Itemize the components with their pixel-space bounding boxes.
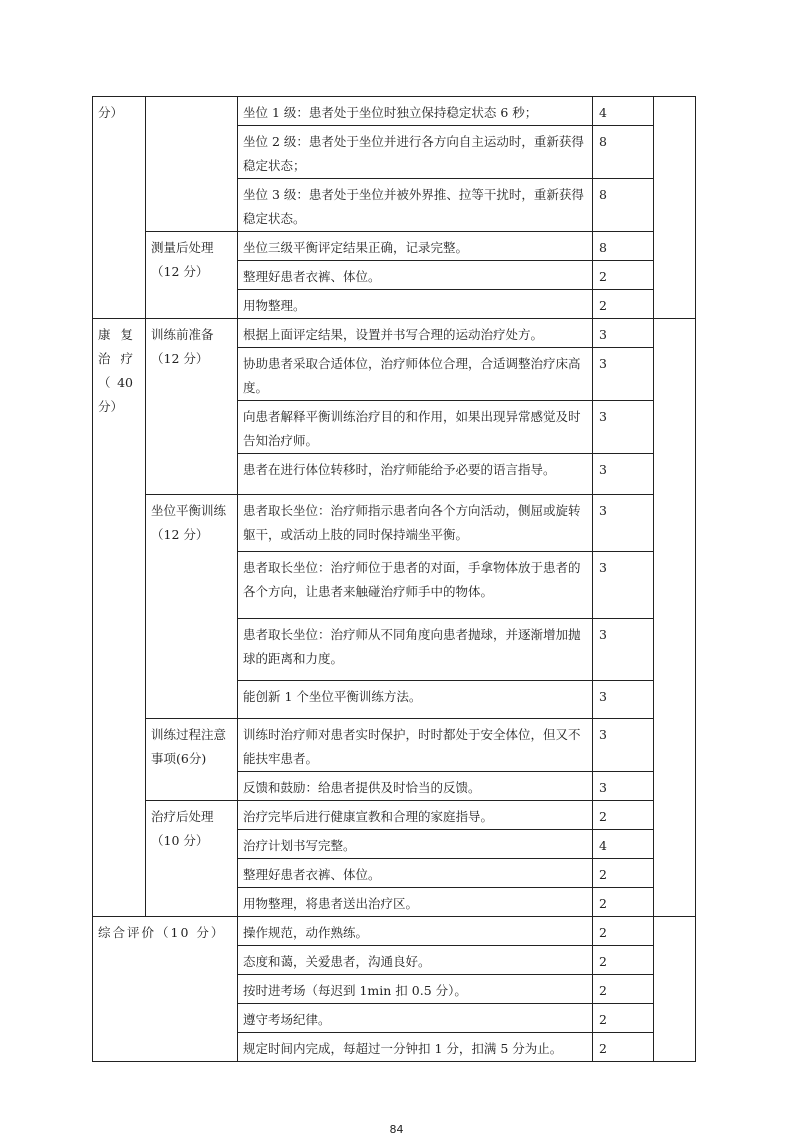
table-row (93, 97, 696, 126)
score-value: 3 (593, 552, 654, 619)
table-row (93, 801, 696, 830)
score-value: 3 (593, 772, 654, 801)
group-label: 训练过程注意事项(6分) (146, 719, 238, 801)
criterion-text: 用物整理，将患者送出治疗区。 (238, 888, 593, 917)
criterion-text: 患者取长坐位：治疗师指示患者向各个方向活动，侧屈或旋转躯干，或活动上肢的同时保持端坐平衡。 (238, 495, 593, 552)
criterion-text: 训练时治疗师对患者实时保护，时时都处于安全体位，但又不能扶牢患者。 (238, 719, 593, 772)
score-value: 8 (593, 126, 654, 179)
section-title: 综合评价（10 分） (93, 917, 238, 1062)
score-value: 8 (593, 232, 654, 261)
table-row (93, 917, 696, 946)
score-value: 2 (593, 975, 654, 1004)
criterion-text: 患者取长坐位：治疗师位于患者的对面，手拿物体放于患者的各个方向，让患者来触碰治疗师手中的物体。 (238, 552, 593, 619)
table-row (93, 319, 696, 348)
criterion-text: 坐位三级平衡评定结果正确，记录完整。 (238, 232, 593, 261)
group-label: 治疗后处理（10 分） (146, 801, 238, 917)
group-label: 训练前准备（12 分） (146, 319, 238, 495)
criterion-text: 按时进考场（每迟到 1min 扣 0.5 分）。 (238, 975, 593, 1004)
criterion-text: 向患者解释平衡训练治疗目的和作用，如果出现异常感觉及时告知治疗师。 (238, 401, 593, 454)
page-content (0, 96, 793, 1138)
criterion-text: 规定时间内完成，每超过一分钟扣 1 分，扣满 5 分为止。 (238, 1033, 593, 1062)
score-value: 2 (593, 1004, 654, 1033)
grading-table (92, 96, 696, 1062)
criterion-text: 整理好患者衣裤、体位。 (238, 859, 593, 888)
score-value: 3 (593, 495, 654, 552)
score-value: 3 (593, 454, 654, 495)
score-value: 2 (593, 290, 654, 319)
criterion-text: 根据上面评定结果，设置并书写合理的运动治疗处方。 (238, 319, 593, 348)
criterion-text: 坐位 2 级：患者处于坐位并进行各方向自主运动时，重新获得稳定状态； (238, 126, 593, 179)
score-value: 3 (593, 401, 654, 454)
criterion-text: 操作规范，动作熟练。 (238, 917, 593, 946)
criterion-text: 患者取长坐位：治疗师从不同角度向患者抛球，并逐渐增加抛球的距离和力度。 (238, 619, 593, 681)
score-value: 2 (593, 801, 654, 830)
group-label: 测量后处理（12 分） (146, 232, 238, 319)
table-row (93, 495, 696, 552)
criterion-text: 能创新 1 个坐位平衡训练方法。 (238, 681, 593, 719)
deduction-cell (654, 319, 696, 917)
table-row (93, 719, 696, 772)
score-value: 2 (593, 261, 654, 290)
score-value: 2 (593, 888, 654, 917)
section-title: 康复治疗（ 40 分） (93, 319, 146, 917)
score-value: 3 (593, 619, 654, 681)
score-value: 8 (593, 179, 654, 232)
criterion-text: 治疗完毕后进行健康宣教和合理的家庭指导。 (238, 801, 593, 830)
score-value: 2 (593, 946, 654, 975)
score-value: 3 (593, 319, 654, 348)
criterion-text: 遵守考场纪律。 (238, 1004, 593, 1033)
criterion-text: 态度和蔼，关爱患者，沟通良好。 (238, 946, 593, 975)
group-label: 坐位平衡训练（12 分） (146, 495, 238, 719)
score-value: 4 (593, 97, 654, 126)
section-title: 分） (93, 97, 146, 319)
criterion-text: 用物整理。 (238, 290, 593, 319)
score-value: 3 (593, 348, 654, 401)
criterion-text: 坐位 1 级：患者处于坐位时独立保持稳定状态 6 秒； (238, 97, 593, 126)
group-label (146, 97, 238, 232)
criterion-text: 治疗计划书写完整。 (238, 830, 593, 859)
score-value: 2 (593, 917, 654, 946)
score-value: 3 (593, 719, 654, 772)
score-value: 3 (593, 681, 654, 719)
criterion-text: 坐位 3 级：患者处于坐位并被外界推、拉等干扰时，重新获得稳定状态。 (238, 179, 593, 232)
deduction-cell (654, 917, 696, 1062)
deduction-cell (654, 97, 696, 319)
page-number: 84 (389, 1123, 404, 1136)
criterion-text: 协助患者采取合适体位，治疗师体位合理，合适调整治疗床高度。 (238, 348, 593, 401)
score-value: 4 (593, 830, 654, 859)
table-row (93, 232, 696, 261)
criterion-text: 整理好患者衣裤、体位。 (238, 261, 593, 290)
criterion-text: 反馈和鼓励：给患者提供及时恰当的反馈。 (238, 772, 593, 801)
score-value: 2 (593, 1033, 654, 1062)
score-value: 2 (593, 859, 654, 888)
criterion-text: 患者在进行体位转移时，治疗师能给予必要的语言指导。 (238, 454, 593, 495)
